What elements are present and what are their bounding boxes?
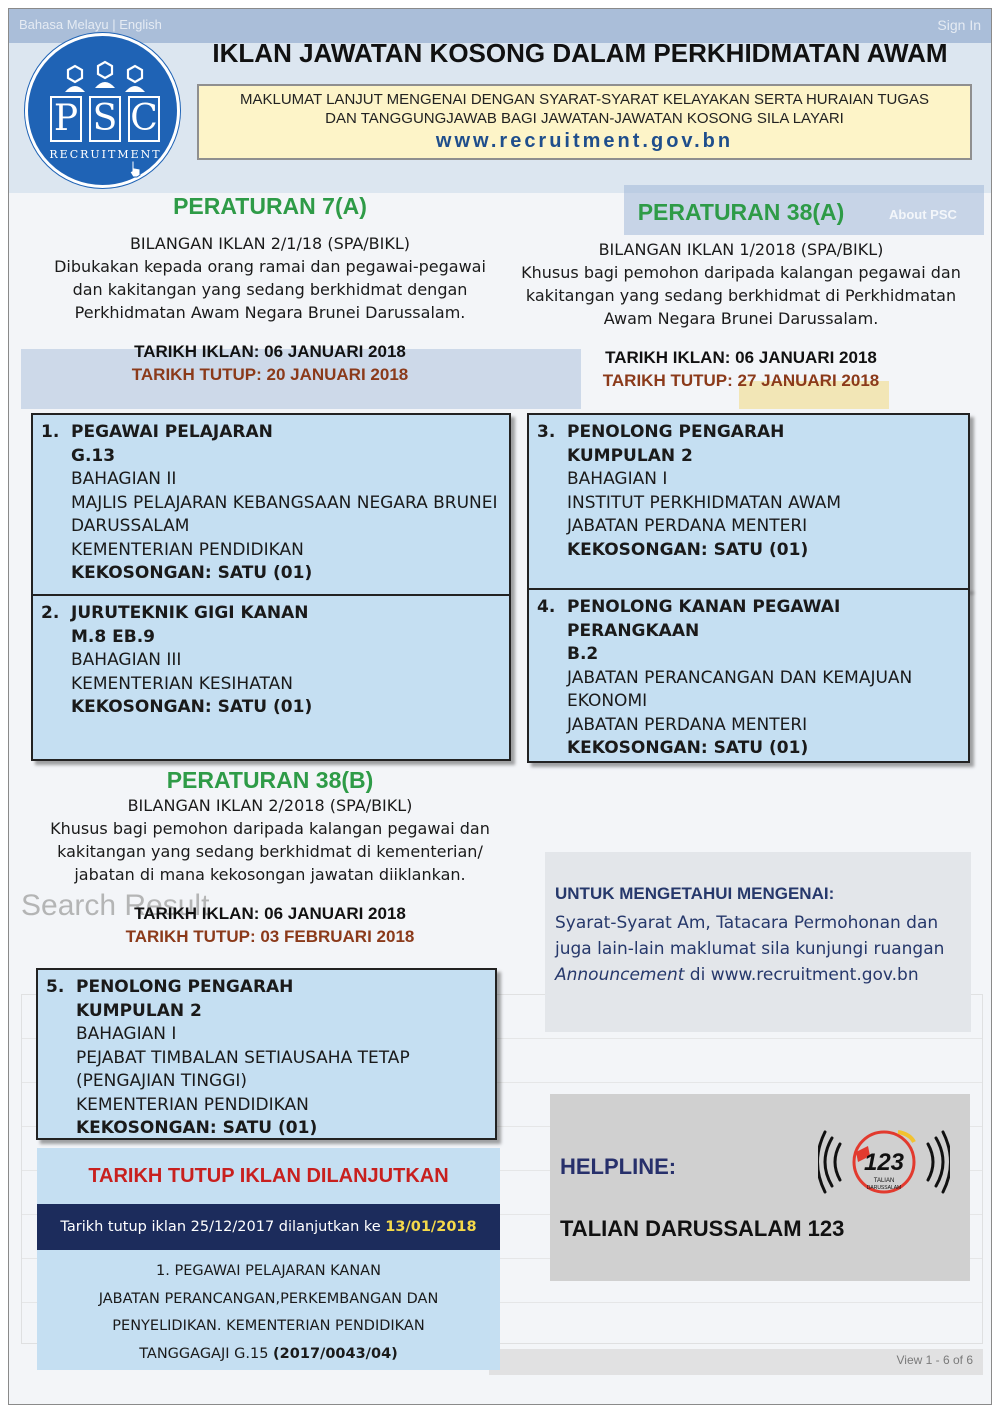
- helpline-logo-caption: TALIAN: [873, 1178, 895, 1184]
- vacancy-detail: EKONOMI: [567, 691, 648, 711]
- language-switch[interactable]: Bahasa Melayu | English: [19, 17, 162, 32]
- vacancy-card-2: [33, 596, 509, 726]
- section-description: Khusus bagi pemohon daripada kalangan pegawai dan: [50, 819, 490, 838]
- vacancy-card-3: [527, 413, 970, 590]
- advert-date: TARIKH IKLAN: 06 JANUARI 2018: [134, 342, 406, 361]
- logo-letter: P: [50, 96, 82, 142]
- more-info-line: juga lain-lain maklumat sila kunjungi ruangan: [555, 939, 945, 959]
- vacancy-box-left: [31, 413, 511, 761]
- vacancy-title-row: [41, 421, 499, 445]
- helpline-label: HELPLINE:: [560, 1154, 677, 1179]
- advert-number: BILANGAN IKLAN 2/2018 (SPA/BIKL): [127, 796, 413, 815]
- extension-new-date: 13/01/2018: [385, 1219, 477, 1235]
- vacancy-card-1: [33, 415, 509, 596]
- extension-line: 1. PEGAWAI PELAJARAN KANAN: [156, 1263, 381, 1279]
- vacancy-grade: B.2: [567, 644, 599, 664]
- vacancy-detail: JABATAN PERDANA MENTERI: [567, 714, 808, 735]
- vacancy-detail: PEJABAT TIMBALAN SETIAUSAHA TETAP: [76, 1047, 410, 1068]
- section-description: jabatan di mana kekosongan jawatan diiklankan.: [74, 865, 466, 884]
- vacancy-title-row: [41, 602, 499, 626]
- page-title: IKLAN JAWATAN KOSONG DALAM PERKHIDMATAN AWAM: [212, 38, 948, 68]
- vacancy-grade: M.8 EB.9: [71, 626, 155, 647]
- extension-details: [37, 1250, 500, 1370]
- talian-darussalam-logo-icon: [818, 1124, 950, 1204]
- helpline-box: [550, 1094, 970, 1281]
- helpline-name: TALIAN DARUSSALAM 123: [560, 1216, 845, 1241]
- vacancy-number: 2.: [41, 603, 60, 623]
- helpline-logo-number: 123: [863, 1149, 905, 1176]
- extension-title: TARIKH TUTUP IKLAN DILANJUTKAN: [37, 1148, 500, 1204]
- psc-recruitment-logo: [25, 33, 180, 188]
- info-banner: [197, 84, 972, 160]
- section-description: kakitangan yang sedang berkhidmat di kementerian/: [57, 842, 483, 861]
- closing-date: TARIKH TUTUP: 20 JANUARI 2018: [131, 365, 409, 384]
- info-line: MAKLUMAT LANJUT MENGENAI DENGAN SYARAT-SYARAT KELAYAKAN SERTA HURAIAN TUGAS: [239, 91, 930, 108]
- vacancy-detail: KEMENTERIAN PENDIDIKAN: [76, 1094, 309, 1115]
- vacancy-title: JURUTEKNIK GIGI KANAN: [71, 603, 309, 623]
- vacancy-number: 1.: [41, 422, 60, 442]
- cursor-hand-icon: [128, 160, 142, 178]
- section-heading: PERATURAN 38(A): [637, 199, 845, 225]
- helpline-logo-caption: DARUSSALAM: [866, 1185, 902, 1191]
- extension-line: PENYELIDIKAN. KEMENTERIAN PENDIDIKAN: [112, 1318, 425, 1334]
- vacancy-detail: JABATAN PERANCANGAN DAN KEMAJUAN: [567, 667, 913, 688]
- deadline-extension-notice: [37, 1148, 500, 1370]
- vacancy-title-row: [537, 596, 958, 643]
- vacancy-detail: BAHAGIAN II: [71, 469, 177, 489]
- section-description: Khusus bagi pemohon daripada kalangan pegawai dan: [521, 263, 961, 282]
- more-info-box: [545, 852, 971, 1032]
- view-count: View 1 - 6 of 6: [896, 1353, 973, 1367]
- vacancy-detail: (PENGAJIAN TINGGI): [76, 1071, 248, 1091]
- vacancy-count: KEKOSONGAN: SATU (01): [71, 563, 313, 583]
- vacancy-detail: JABATAN PERDANA MENTERI: [567, 516, 808, 536]
- about-psc-link[interactable]: About PSC: [889, 207, 957, 222]
- vacancy-number: 5.: [46, 977, 65, 997]
- extension-line: [37, 1341, 500, 1369]
- vacancy-grade: KUMPULAN 2: [76, 1000, 202, 1021]
- section-description: Perkhidmatan Awam Negara Brunei Darussalam.: [74, 303, 466, 322]
- vacancy-count: KEKOSONGAN: SATU (01): [76, 1118, 318, 1138]
- advert-date: TARIKH IKLAN: 06 JANUARI 2018: [605, 348, 877, 367]
- people-hexagon-icon: [28, 56, 183, 96]
- vacancy-title-row: [537, 421, 958, 445]
- section-peraturan-38b: [30, 766, 510, 948]
- vacancy-detail: KEMENTERIAN KESIHATAN: [71, 673, 293, 694]
- extension-line: JABATAN PERANCANGAN,PERKEMBANGAN DAN: [98, 1290, 439, 1307]
- sign-in-link[interactable]: Sign In: [937, 17, 981, 33]
- logo-letter: C: [128, 96, 160, 142]
- vacancy-card-4: [527, 588, 970, 763]
- vacancy-detail: DARUSSALAM: [71, 516, 190, 536]
- extension-text: Tarikh tutup iklan 25/12/2017 dilanjutkan ke: [60, 1219, 386, 1235]
- section-description: Awam Negara Brunei Darussalam.: [603, 309, 879, 328]
- announcement-link[interactable]: Announcement: [555, 965, 685, 985]
- vacancy-detail: MAJLIS PELAJARAN KEBANGSAAN NEGARA BRUNEI: [71, 492, 498, 513]
- vacancy-count: KEKOSONGAN: SATU (01): [567, 539, 809, 560]
- vacancy-count: KEKOSONGAN: SATU (01): [71, 697, 313, 717]
- section-description: dan kakitangan yang sedang berkhidmat dengan: [72, 280, 468, 299]
- psc-letters: [50, 96, 160, 142]
- extension-grade: TANGGAGAJI G.15: [139, 1345, 274, 1362]
- vacancy-title: PEGAWAI PELAJARAN: [71, 422, 273, 442]
- extension-reference: (2017/0043/04): [273, 1345, 398, 1362]
- closing-date: TARIKH TUTUP: 27 JANUARI 2018: [602, 371, 880, 390]
- section-description: kakitangan yang sedang berkhidmat di Perkhidmatan: [525, 286, 957, 305]
- recruitment-url-link[interactable]: www.recruitment.gov.bn: [435, 130, 734, 152]
- vacancy-grade: KUMPULAN 2: [567, 445, 693, 466]
- vacancy-detail: BAHAGIAN I: [76, 1024, 177, 1044]
- vacancy-detail: BAHAGIAN I: [567, 469, 668, 489]
- vacancy-detail: INSTITUT PERKHIDMATAN AWAM: [567, 492, 842, 513]
- section-peraturan-7a: [30, 192, 510, 386]
- advert-date: TARIKH IKLAN: 06 JANUARI 2018: [134, 904, 406, 923]
- vacancy-grade: G.13: [71, 445, 116, 466]
- more-info-line: Syarat-Syarat Am, Tatacara Permohonan dan: [555, 913, 939, 933]
- vacancy-detail: BAHAGIAN III: [71, 650, 182, 670]
- section-heading: PERATURAN 7(A): [173, 193, 367, 219]
- logo-subtitle: RECRUITMENT: [49, 148, 162, 161]
- search-result-heading: Search Result: [21, 889, 210, 922]
- section-description: Dibukakan kepada orang ramai dan pegawai-pegawai: [54, 257, 486, 276]
- vacancy-title: PENOLONG PENGARAH: [567, 422, 785, 442]
- section-peraturan-38a: [500, 198, 982, 392]
- more-info-line: [555, 962, 961, 988]
- vacancy-count: KEKOSONGAN: SATU (01): [567, 738, 809, 758]
- more-info-heading: UNTUK MENGETAHUI MENGENAI:: [555, 884, 835, 903]
- logo-letter: S: [89, 96, 121, 142]
- vacancy-number: 3.: [537, 422, 556, 442]
- vacancy-title: PENOLONG PENGARAH: [76, 977, 294, 997]
- more-info-text: di www.recruitment.gov.bn: [684, 965, 919, 985]
- closing-date: TARIKH TUTUP: 03 FEBRUARI 2018: [125, 927, 415, 946]
- vacancy-detail: KEMENTERIAN PENDIDIKAN: [71, 539, 304, 560]
- vacancy-title-row: [46, 976, 485, 1000]
- extension-date-bar: [37, 1204, 500, 1250]
- section-heading: PERATURAN 38(B): [166, 767, 374, 793]
- vacancy-card-5: [36, 968, 497, 1140]
- info-line: DAN TANGGUNGJAWAB BAGI JAWATAN-JAWATAN KOSONG SILA LAYARI: [325, 110, 844, 127]
- advert-number: BILANGAN IKLAN 1/2018 (SPA/BIKL): [598, 240, 884, 259]
- advert-number: BILANGAN IKLAN 2/1/18 (SPA/BIKL): [129, 234, 411, 253]
- vacancy-number: 4.: [537, 597, 556, 617]
- vacancy-title: PENOLONG KANAN PEGAWAI PERANGKAAN: [567, 597, 841, 641]
